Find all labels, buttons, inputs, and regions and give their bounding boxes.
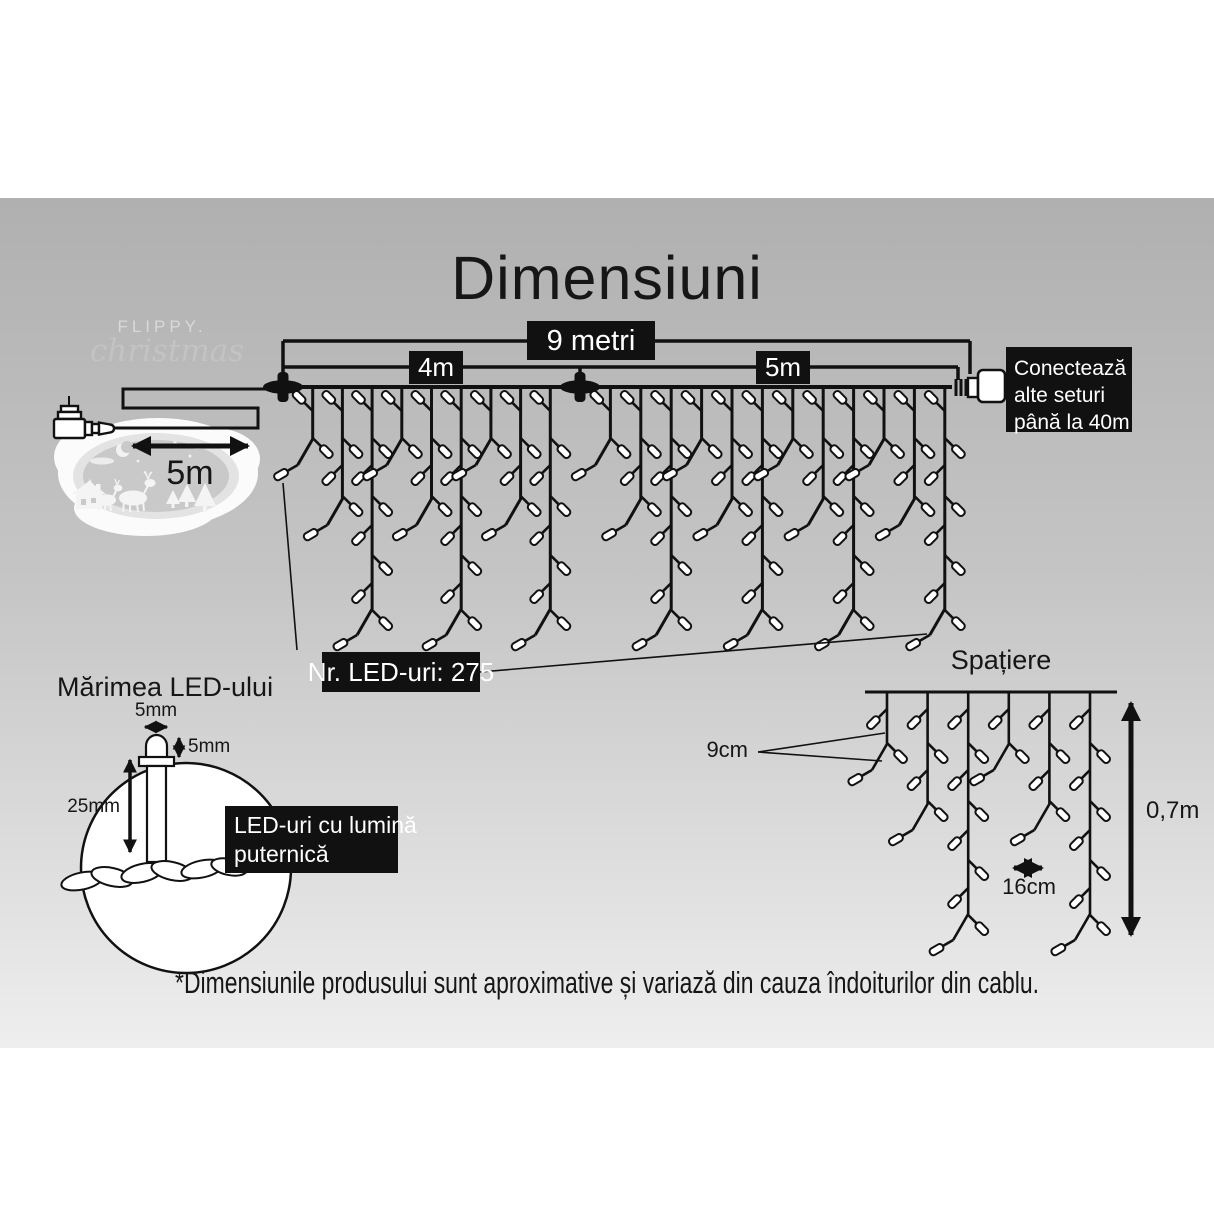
led-size-heading: Mărimea LED-ului [57,672,274,702]
total-length-label: 9 metri [546,325,636,357]
logo-brand-text: FLIPPY. [117,317,207,336]
lead-length-label: 5m [166,454,214,492]
connect-note-line1: Conectează [1014,357,1127,380]
section-left-label: 4m [417,352,455,382]
drop-height-label: 0,7m [1146,797,1200,824]
section-right-label: 5m [764,352,802,382]
footnote: *Dimensiunile produsului sunt aproximative și variază din cauza îndoiturilor din cablu. [175,964,1039,1000]
led-gap-label: 9cm [706,737,748,762]
page-title: Dimensiuni [451,244,763,312]
logo-script-text: christmas [89,333,245,369]
led-note-line1: LED-uri cu lumină [234,812,417,838]
connect-note-line2: alte seturi [1014,384,1106,407]
led-count-label: Nr. LED-uri: 275 [307,657,495,687]
body-length-label: 25mm [67,796,120,817]
drop-gap-label: 16cm [1002,874,1056,899]
bulb-height-label: 5mm [188,736,231,757]
connect-note-line3: până la 40m [1014,411,1130,434]
bulb-width-label: 5mm [134,700,178,721]
led-note-line2: puternică [234,841,329,867]
spacing-heading: Spațiere [950,645,1052,675]
